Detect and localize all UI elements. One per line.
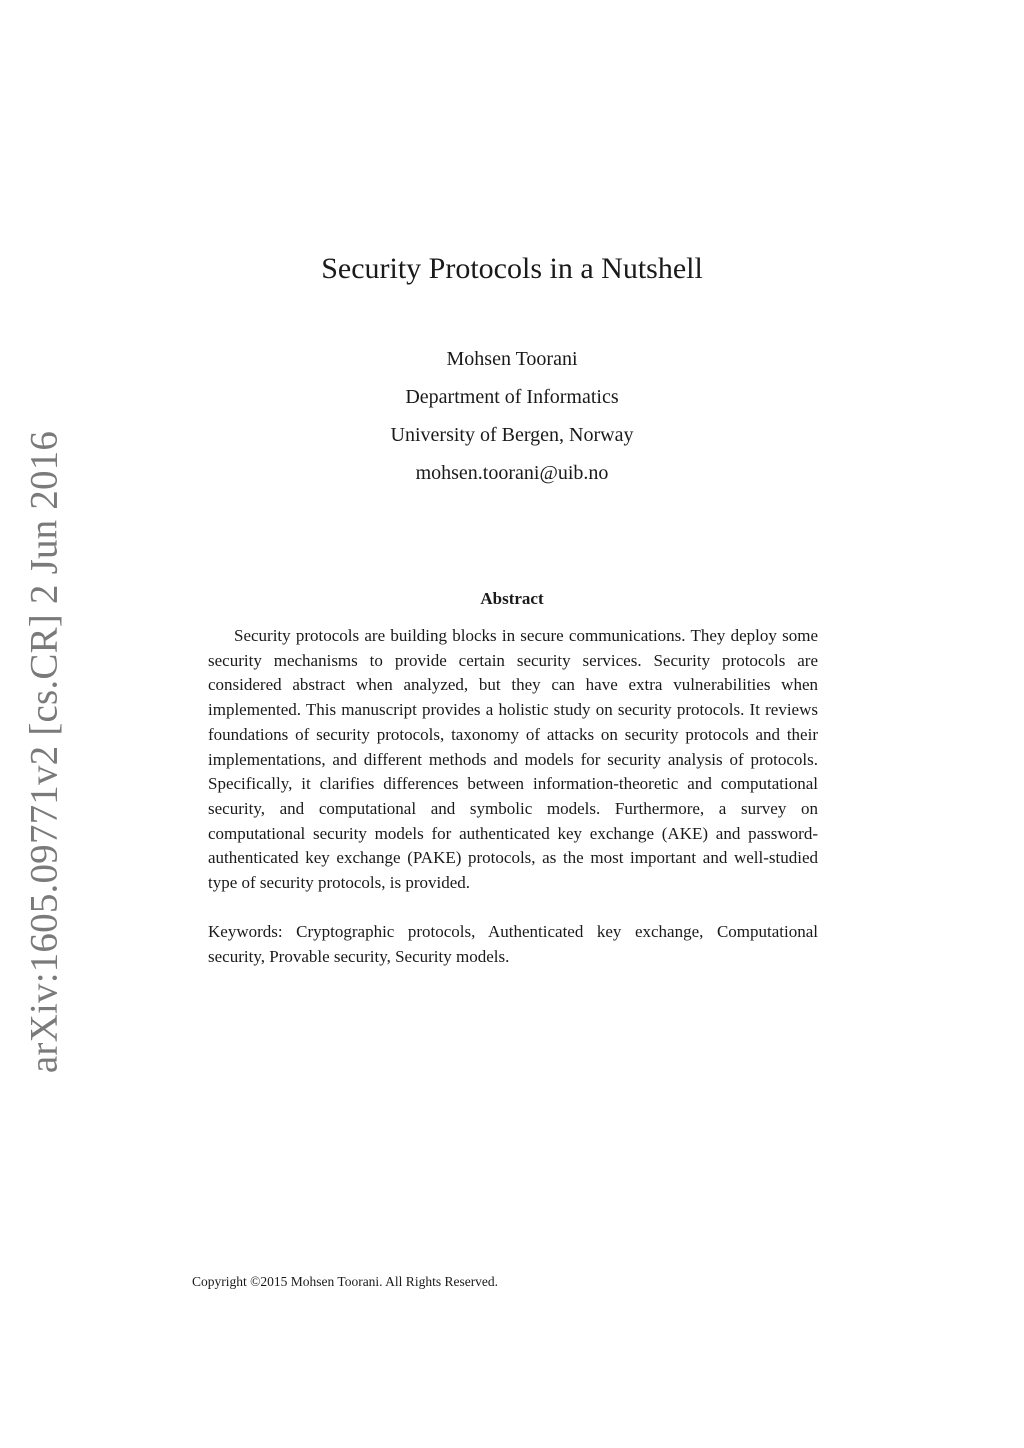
abstract-heading: Abstract — [480, 589, 544, 608]
keywords: Keywords: Cryptographic protocols, Authenticated key exchange, Computational security, Provable security, Security models. — [208, 922, 818, 966]
copyright-notice: Copyright ©2015 Mohsen Toorani. All Rights Reserved. — [192, 1274, 499, 1289]
arxiv-stamp-text: arXiv:1605.09771v2 [cs.CR] 2 Jun 2016 — [22, 430, 66, 1074]
author-block — [0, 344, 1024, 496]
abstract-body: Security protocols are building blocks in secure communications. They deploy some security mechanisms to provide certain security services. Security protocols are considered abstract when analyzed, but they can have extra vulnerabilities when implemented. This manuscript provides a holistic study on security protocols. It reviews foundations of security protocols, taxonomy of attacks on security protocols and their implementations, and different methods and models for security analysis of protocols. Specifically, it clarifies differences between information-theoretic and computational security, and computational and symbolic models. Furthermore, a survey on computational security models for authenticated key exchange (AKE) and password-authenticated key exchange (PAKE) protocols, as the most important and well-studied type of security protocols, is provided. — [208, 626, 818, 893]
author-email: mohsen.toorani@uib.no — [415, 462, 609, 484]
author-university: University of Bergen, Norway — [390, 424, 634, 446]
author-department: Department of Informatics — [405, 386, 619, 408]
author-name: Mohsen Toorani — [446, 348, 578, 370]
paper-title: Security Protocols in a Nutshell — [321, 252, 703, 285]
